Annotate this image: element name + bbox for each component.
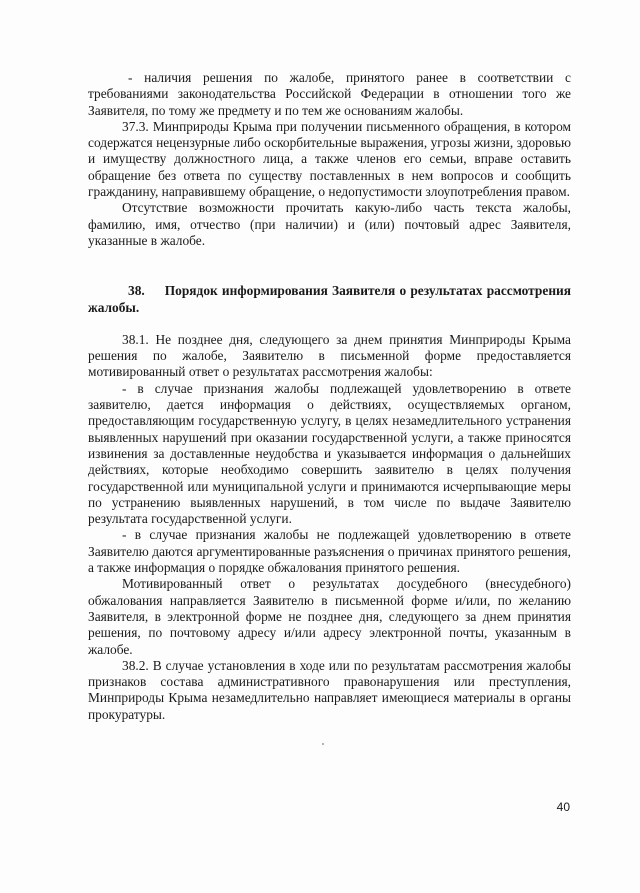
scan-speck — [322, 743, 324, 745]
document-body — [88, 70, 571, 723]
section-number: 38. — [128, 283, 145, 299]
scan-speck — [96, 428, 98, 430]
page-number: 40 — [556, 800, 570, 814]
paragraph-38-1: 38.1. Не позднее дня, следующего за днем принятия Минприроды Крыма решения по жалобе, Заявителю в письменной форме предоставляется мотивированный ответ о результатах рассмотрения жалобы: — [88, 331, 571, 380]
section-title: Порядок информирования Заявителя о результатах рассмотрения жалобы. — [88, 283, 571, 315]
paragraph-grounds: - наличия решения по жалобе, принятого ранее в соответствии с требованиями законодательства Российской Федерации в отношении того же Заявителя, по тому же предмету и по тем же основаниям жалобы. — [88, 70, 571, 118]
paragraph-reasoned-answer: Мотивированный ответ о результатах досудебного (внесудебного) обжалования направляется Заявителю в письменной форме и/или, по желанию Заявителя, в электронной форме не позднее дня, следующего за днем принятия решения, по почтовому адресу и/или адресу электронной почты, указанным в жалобе. — [88, 576, 571, 657]
paragraph-38-2: 38.2. В случае установления в ходе или по результатам рассмотрения жалобы признаков состава административного правонарушения или преступления, Минприроды Крыма незамедлительно направляет имеющиеся материалы в органы прокуратуры. — [88, 657, 571, 722]
section-heading — [88, 283, 571, 316]
paragraph-satisfied: - в случае признания жалобы подлежащей удовлетворению в ответе заявителю, дается информация о действиях, осуществляемых органом, предоставляющим государственную услугу, в целях незамедлительного устранения выявленных нарушений при оказании государственной услуги, а также приносятся извинения за доставленные неудобства и указывается информация о дальнейших действиях, которые необходимо совершить заявителю в целях получения государственной или муниципальной услуги и принимаются исчерпывающие меры по устранению выявленных нарушений, в том числе по выдаче Заявителю результата государственной услуги. — [88, 380, 571, 527]
paragraph-unreadable: Отсутствие возможности прочитать какую-либо часть текста жалобы, фамилию, имя, отчество (при наличии) и (или) почтовый адрес Заявителя, указанные в жалобе. — [88, 200, 571, 248]
paragraph-not-satisfied: - в случае признания жалобы не подлежащей удовлетворению в ответе Заявителю даются аргументированные разъяснения о причинах принятого решения, а также информация о порядке обжалования принятого решения. — [88, 527, 571, 576]
paragraph-37-3: 37.3. Минприроды Крыма при получении письменного обращения, в котором содержатся нецензурные либо оскорбительные выражения, угрозы жизни, здоровью и имуществу должностного лица, а также членов его семьи, вправе оставить обращение без ответа по существу поставленных в нем вопросов и сообщить гражданину, направившему обращение, о недопустимости злоупотребления правом. — [88, 118, 571, 200]
